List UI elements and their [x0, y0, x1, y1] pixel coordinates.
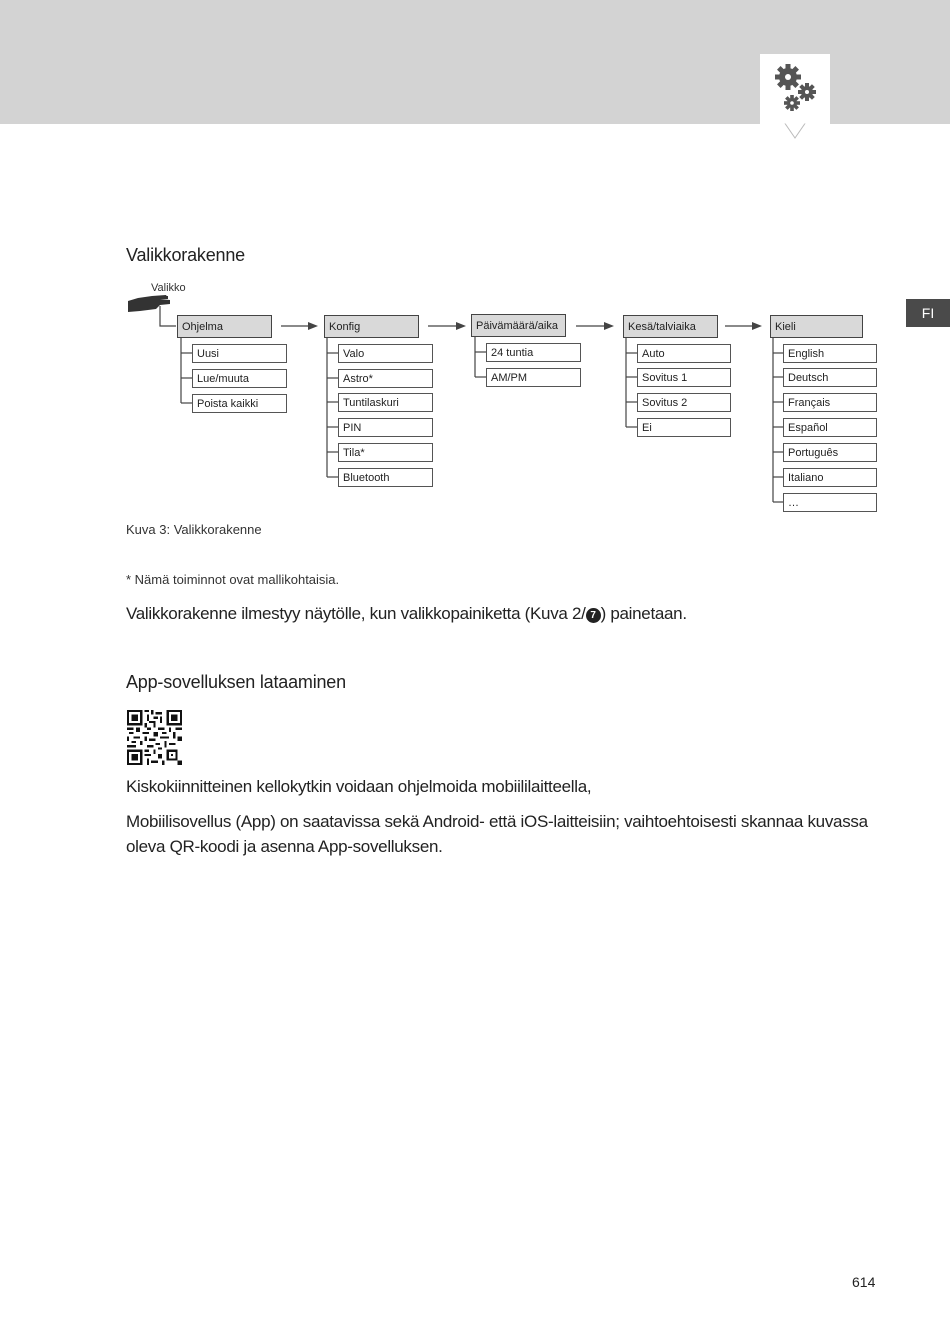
menu-item: Uusi [192, 344, 287, 363]
menu-item: Français [783, 393, 877, 412]
menu-item: Bluetooth [338, 468, 433, 487]
menu-item: Lue/muuta [192, 369, 287, 388]
menu-item: Español [783, 418, 877, 437]
menu-head-kieli: Kieli [770, 315, 863, 338]
menu-item: AM/PM [486, 368, 581, 387]
menu-item: Português [783, 443, 877, 462]
menu-item: Valo [338, 344, 433, 363]
menu-item: 24 tuntia [486, 343, 581, 362]
app-paragraph-2-line-1: Mobiilisovellus (App) on saatavissa sekä Android- että iOS-laitteisiin; vaihtoehtoisesti skannaa kuvassa [126, 812, 868, 831]
app-paragraph-1: Kiskokiinnitteinen kellokytkin voidaan ohjelmoida mobiililaitteella, [126, 777, 592, 796]
menu-head-paivamaara-aika: Päivämäärä/aika [471, 314, 566, 337]
menu-description: Valikkorakenne ilmestyy näytölle, kun valikkopainiketta (Kuva 2/ 7 ) painetaan. [126, 604, 687, 623]
menu-item: Tila* [338, 443, 433, 462]
page-number: 614 [852, 1274, 876, 1290]
menu-item: Astro* [338, 369, 433, 388]
qr-code-icon [127, 710, 182, 765]
menu-item: Italiano [783, 468, 877, 487]
menu-item: Tuntilaskuri [338, 393, 433, 412]
menu-item: English [783, 344, 877, 363]
menu-label: Valikko [151, 282, 186, 294]
menu-head-konfig: Konfig [324, 315, 419, 338]
language-tab: FI [906, 299, 950, 327]
figure-reference-badge: 7 [586, 608, 601, 623]
menu-item: PIN [338, 418, 433, 437]
menu-item: Deutsch [783, 368, 877, 387]
app-paragraph-2-line-2: oleva QR-koodi ja asenna App-sovelluksen. [126, 837, 443, 856]
menu-item: … [783, 493, 877, 512]
menu-head-ohjelma: Ohjelma [177, 315, 272, 338]
menu-item: Sovitus 1 [637, 368, 731, 387]
menu-item: Sovitus 2 [637, 393, 731, 412]
menu-structure-heading: Valikkorakenne [126, 245, 245, 265]
menu-item: Poista kaikki [192, 394, 287, 413]
app-download-heading: App-sovelluksen lataaminen [126, 672, 346, 692]
menu-item: Auto [637, 344, 731, 363]
menu-head-kesa-talviaika: Kesä/talviaika [623, 315, 718, 338]
menu-item: Ei [637, 418, 731, 437]
pointing-hand-icon [128, 295, 170, 312]
figure-caption: Kuva 3: Valikkorakenne [126, 522, 262, 537]
footnote: * Nämä toiminnot ovat mallikohtaisia. [126, 572, 340, 587]
